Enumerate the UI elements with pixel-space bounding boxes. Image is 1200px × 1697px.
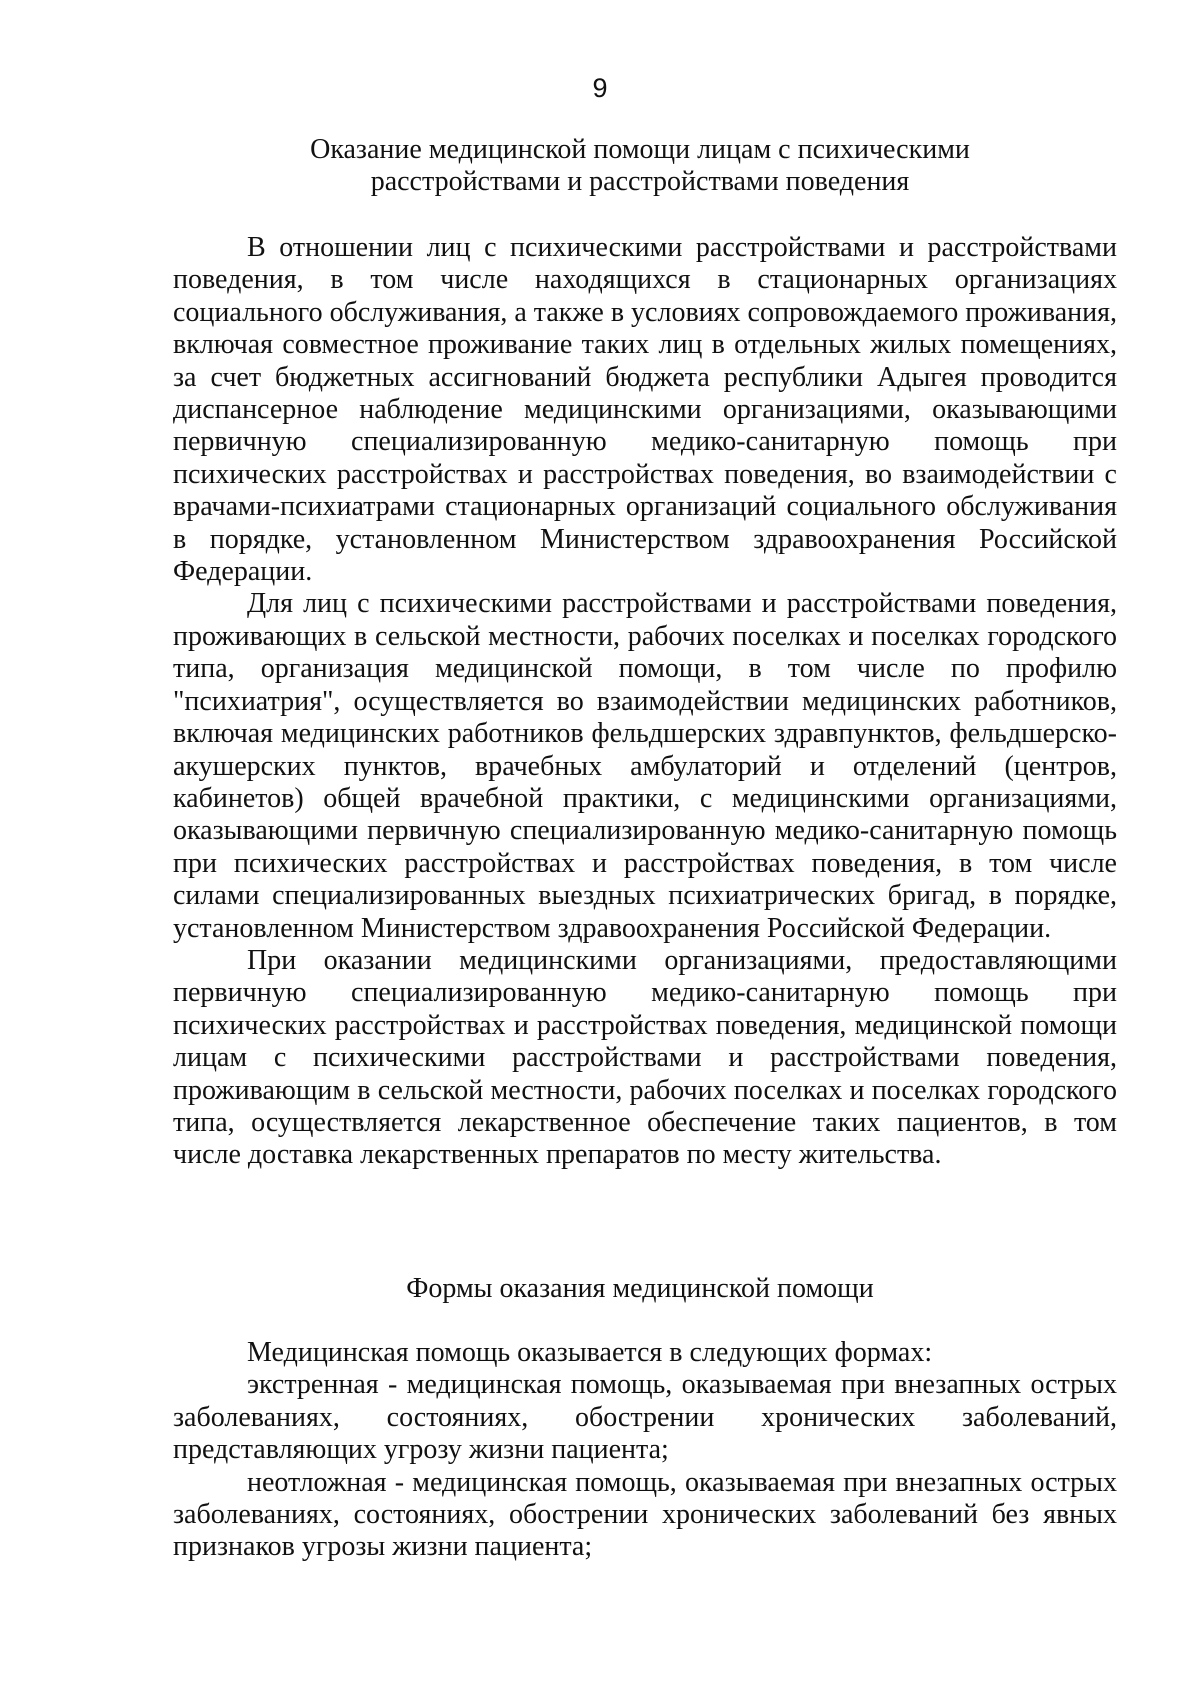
paragraph: Медицинская помощь оказывается в следующих формах: [247,1337,933,1368]
paragraph: неотложная - медицинская помощь, оказываемая при внезапных острых заболеваниях, состояниях, обострении хронических заболеваний без явных признаков угрозы жизни пациента; [173,1466,1117,1563]
paragraph: При оказании медицинскими организациями, предоставляющими первичную специализированную медико-санитарную помощь при психических расстройствах и расстройствах поведения, медицинской помощи лицам с психическими расстройствами и расстройствами поведения, проживающим в сельской местности, рабочих поселках и поселках городского типа, осуществляется лекарственное обеспечение таких пациентов, в том числе доставка лекарственных препаратов по месту жительства. [173,944,1117,1171]
section-title-mental-health [170,134,1110,198]
page-number: 9 [592,73,608,103]
paragraph: В отношении лиц с психическими расстройствами и расстройствами поведения, в том числе находящихся в стационарных организациях социального обслуживания, а также в условиях сопровождаемого проживания, включая совместное проживание таких лиц в отдельных жилых помещениях, за счет бюджетных ассигнований бюджета республики Адыгея проводится диспансерное наблюдение медицинскими организациями, оказывающими первичную специализированную медико-санитарную помощь при психических расстройствах и расстройствах поведения, во взаимодействии с врачами-психиатрами стационарных организаций социального обслуживания в порядке, установленном Министерством здравоохранения Российской Федерации. [173,232,1117,588]
section-body-mental-health [173,232,1117,1172]
section-body-forms [173,1337,1117,1564]
section-title-forms: Формы оказания медицинской помощи [406,1273,874,1304]
section-title-line: Оказание медицинской помощи лицам с психическими [310,134,970,165]
paragraph: Для лиц с психическими расстройствами и расстройствами поведения, проживающих в сельской местности, рабочих поселках и поселках городского типа, организация медицинской помощи, в том числе по профилю "психиатрия", осуществляется во взаимодействии медицинских работников, включая медицинских работников фельдшерских здравпунктов, фельдшерско-акушерских пунктов, врачебных амбулаторий и отделений (центров, кабинетов) общей врачебной практики, с медицинскими организациями, оказывающими первичную специализированную медико-санитарную помощь при психических расстройствах и расстройствах поведения, в том числе силами специализированных выездных психиатрических бригад, в порядке, установленном Министерством здравоохранения Российской Федерации. [173,588,1117,944]
paragraph: экстренная - медицинская помощь, оказываемая при внезапных острых заболеваниях, состояниях, обострении хронических заболеваний, представляющих угрозу жизни пациента; [173,1369,1117,1466]
section-title-line: расстройствами и расстройствами поведения [370,166,910,197]
